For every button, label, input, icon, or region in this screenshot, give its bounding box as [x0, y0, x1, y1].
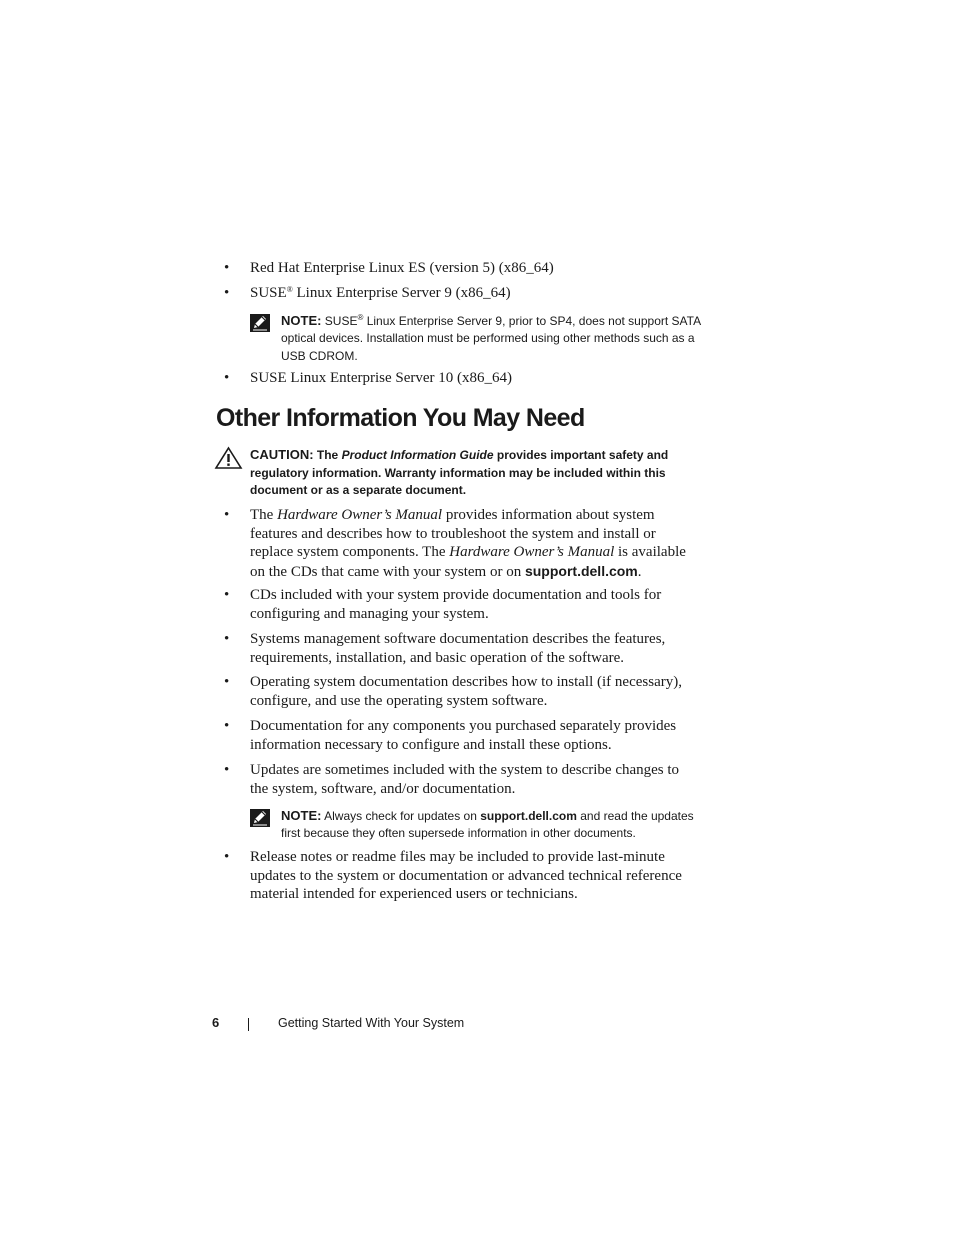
list-item-text: Systems management software documentation describes the features, requirements, installation, and basic operation of the software. [250, 631, 666, 666]
note-text: NOTE: SUSE® Linux Enterprise Server 9, prior to SP4, does not support SATA optical devices. Installation must be performed using other methods such as a USB CDROM. [281, 313, 701, 363]
note-text: NOTE: Always check for updates on support.dell.com and read the updates first because they often supersede information in other documents. [281, 808, 694, 841]
caution-text: CAUTION: The Product Information Guide provides important safety and regulatory information. Warranty information may be included within this document or as a separate document. [250, 447, 669, 498]
bullet: • [224, 260, 230, 276]
bullet: • [224, 718, 230, 734]
footer-divider [248, 1018, 249, 1031]
support-link-text: support.dell.com [524, 562, 638, 579]
bullet: • [224, 285, 230, 301]
support-link-text: support.dell.com [480, 809, 577, 823]
list-item-text: CDs included with your system provide documentation and tools for configuring and managing your system. [250, 587, 662, 622]
bullet: • [224, 849, 230, 865]
list-item-text: Documentation for any components you purchased separately provides information necessary to configure and install these options. [250, 718, 677, 753]
footer-title: Getting Started With Your System [278, 1016, 465, 1030]
list-item-text: The Hardware Owner’s Manual provides information about system features and describes how to troubleshoot the system and install or replace system components. The Hardware Owner’s Manual is available on the CDs that came with your system or on support.dell.com. [250, 507, 686, 580]
caution-label: CAUTION: [250, 447, 314, 462]
note-label: NOTE: [281, 808, 322, 823]
note-pencil-icon [250, 809, 270, 827]
list-item-text: Updates are sometimes included with the system to describe changes to the system, software, and/or documentation. [250, 762, 680, 797]
bullet: • [224, 370, 230, 386]
note-label: NOTE: [281, 313, 322, 328]
list-item-text: Red Hat Enterprise Linux ES (version 5) (x86_64) [250, 260, 554, 276]
bullet: • [224, 762, 230, 778]
caution-triangle-icon [214, 446, 243, 470]
page-number: 6 [212, 1015, 220, 1030]
note-pencil-icon [250, 314, 270, 332]
bullet: • [224, 587, 230, 603]
list-item-text: SUSE Linux Enterprise Server 10 (x86_64) [250, 370, 513, 386]
list-item-text: Release notes or readme files may be included to provide last-minute updates to the system or documentation or advanced technical reference material intended for experienced users or technicians. [250, 849, 682, 903]
bullet: • [224, 507, 230, 523]
list-item-text: Operating system documentation describes how to install (if necessary), configure, and use the operating system software. [250, 674, 682, 709]
bullet: • [224, 631, 230, 647]
section-heading: Other Information You May Need [216, 404, 585, 432]
bullet: • [224, 674, 230, 690]
list-item-text: SUSE® Linux Enterprise Server 9 (x86_64) [250, 285, 511, 301]
